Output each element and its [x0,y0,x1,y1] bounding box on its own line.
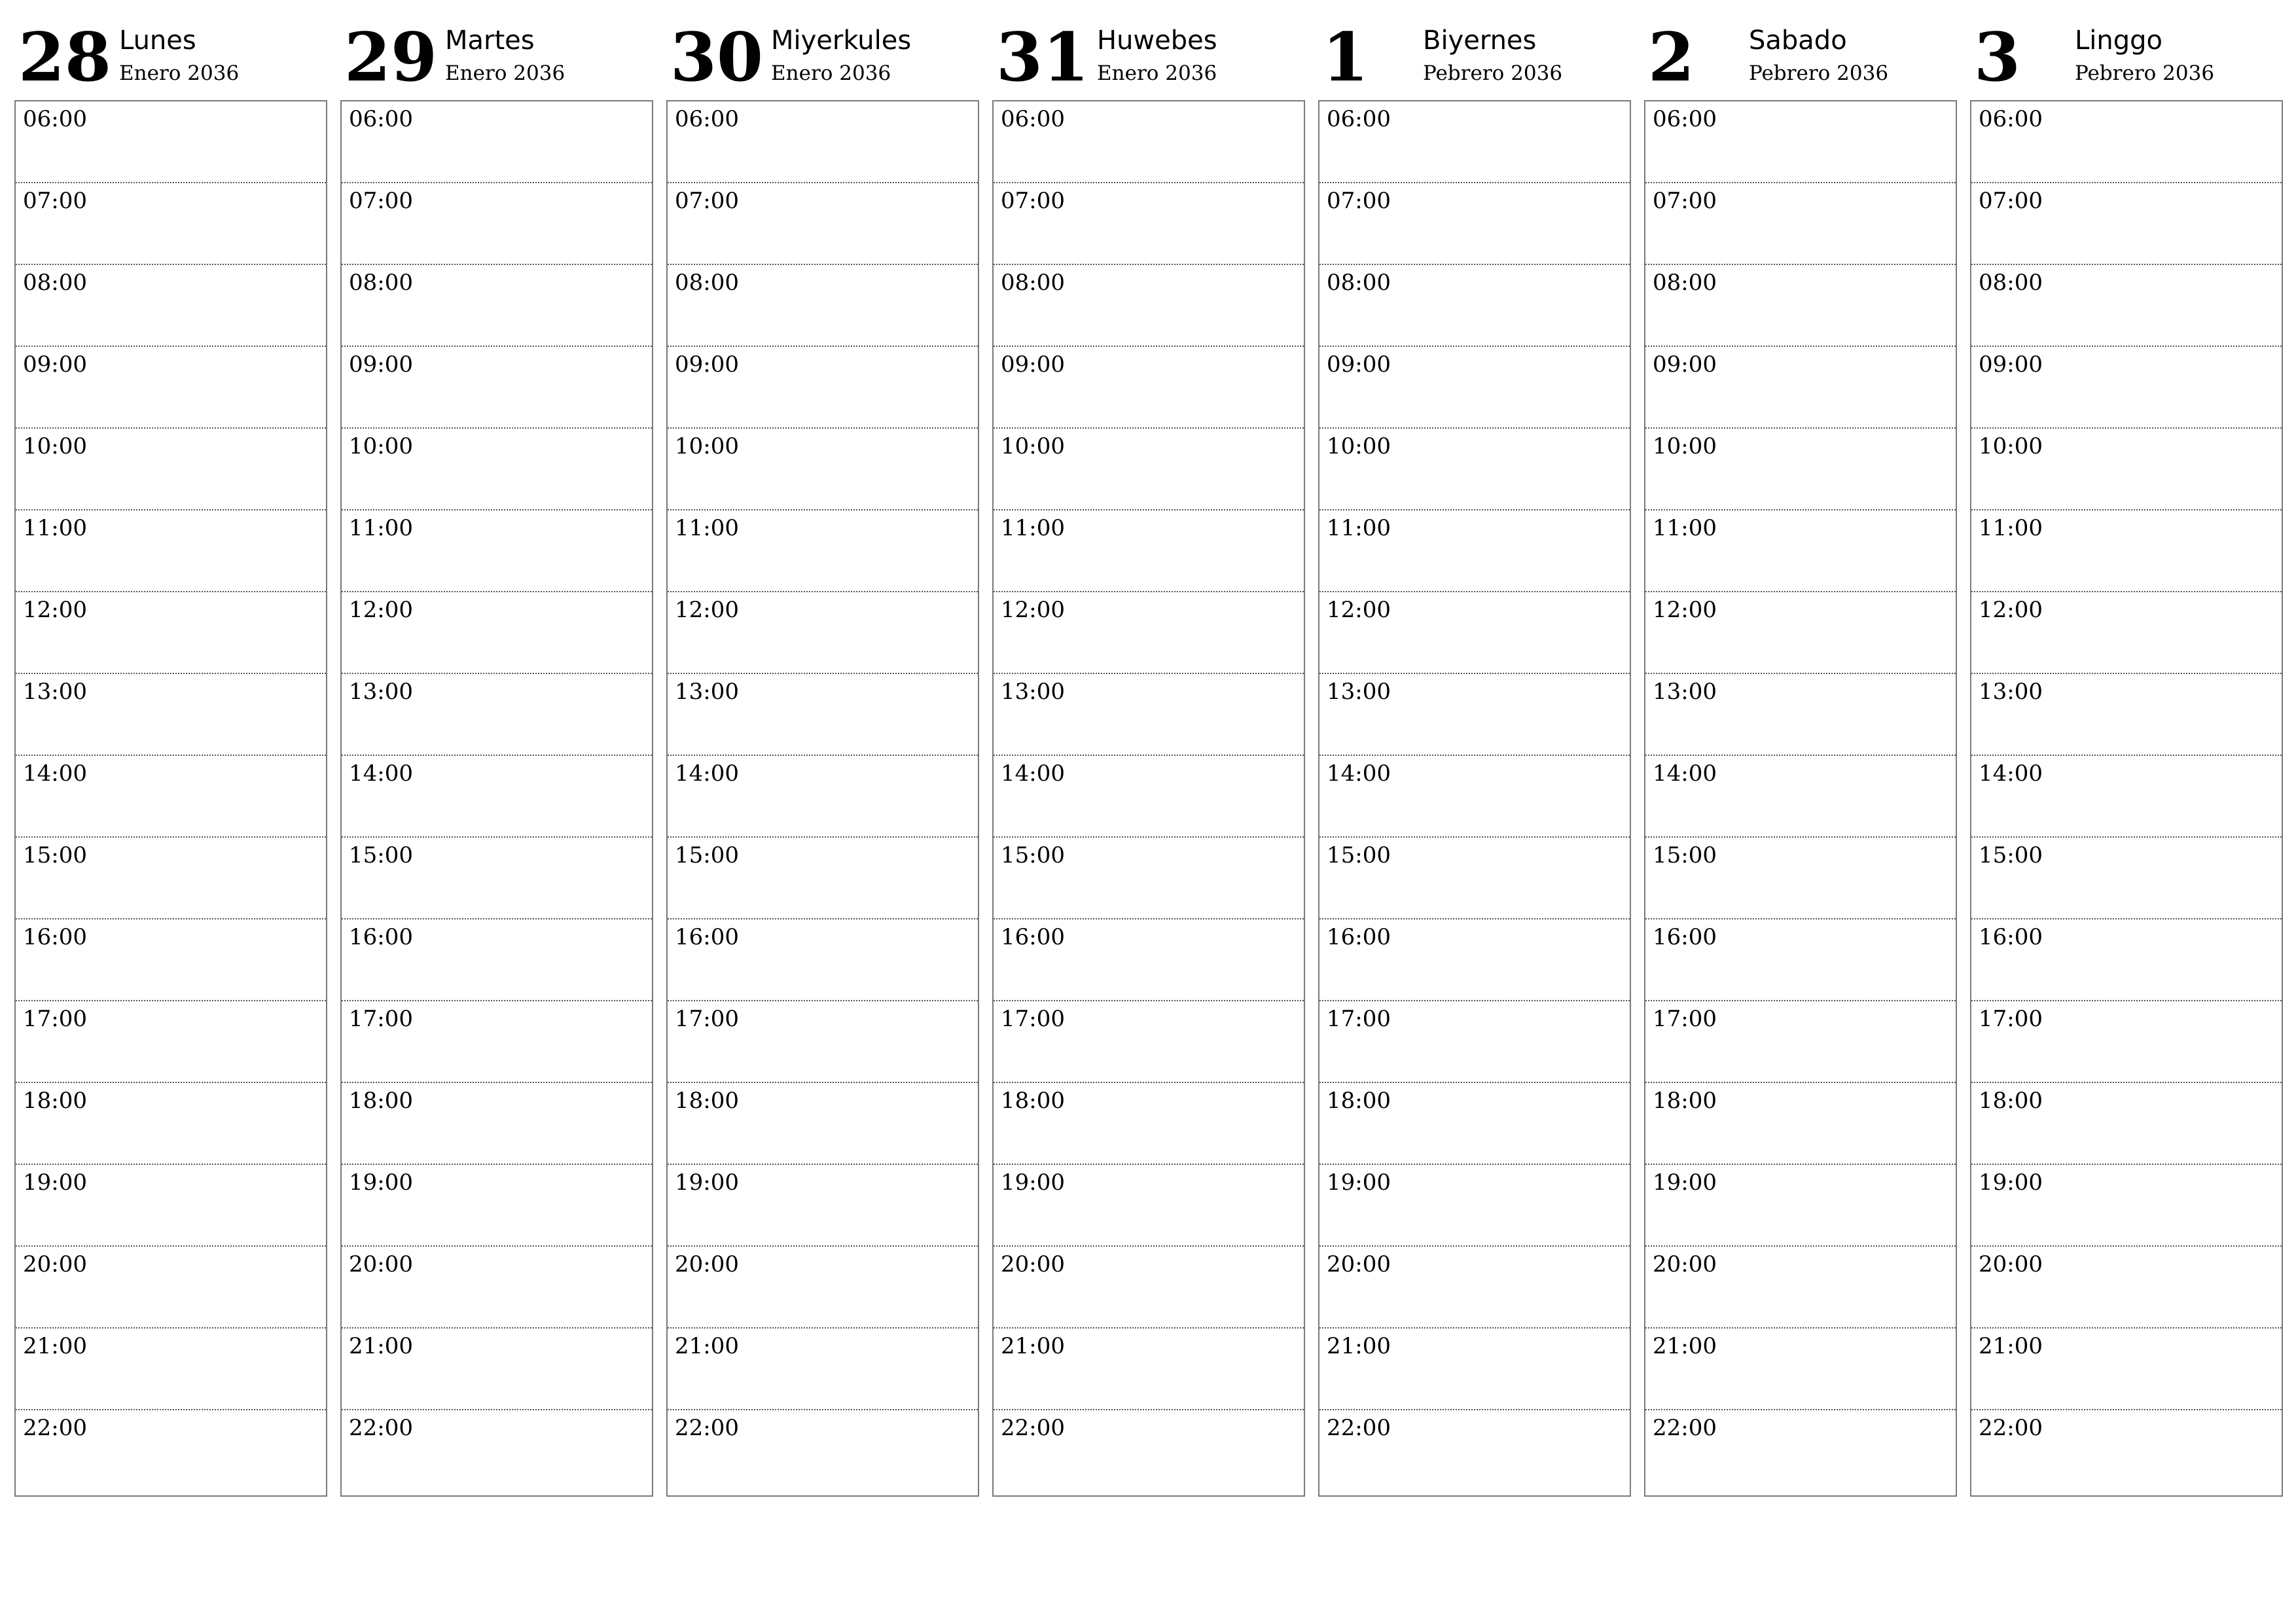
time-label: 20:00 [23,1251,87,1277]
time-label: 19:00 [1001,1169,1065,1196]
time-label: 21:00 [1653,1333,1717,1359]
time-slot[interactable] [1645,1247,1956,1329]
time-label: 06:00 [675,106,739,132]
time-slot[interactable] [1645,1083,1956,1165]
time-label: 06:00 [1001,106,1065,132]
time-label: 10:00 [349,433,413,459]
time-slot[interactable] [1319,510,1630,592]
time-label: 08:00 [1001,270,1065,296]
day-number: 29 [344,18,437,97]
time-label: 12:00 [23,597,87,623]
time-label: 11:00 [1979,515,2043,541]
time-label: 22:00 [349,1415,413,1441]
time-slot[interactable] [1645,265,1956,347]
schedule-box [340,100,653,1497]
time-label: 17:00 [1001,1006,1065,1032]
time-slot[interactable] [16,429,326,510]
day-number: 31 [996,18,1089,97]
time-label: 15:00 [675,842,739,868]
time-slot[interactable] [1319,429,1630,510]
time-slot[interactable] [342,510,652,592]
month-year: Pebrero 2036 [2075,62,2215,85]
time-label: 08:00 [23,270,87,296]
time-slot[interactable] [668,838,978,919]
weekday-name: Linggo [2075,26,2163,56]
time-label: 10:00 [675,433,739,459]
time-slot[interactable] [668,1001,978,1083]
day-number: 30 [670,18,763,97]
time-slot[interactable] [342,347,652,429]
time-label: 19:00 [1327,1169,1391,1196]
time-slot[interactable] [342,1165,652,1247]
time-slot[interactable] [668,1247,978,1329]
time-slot[interactable] [1319,1247,1630,1329]
time-label: 06:00 [1653,106,1717,132]
time-slot[interactable] [16,1083,326,1165]
time-slot[interactable] [668,1165,978,1247]
time-slot[interactable] [668,347,978,429]
time-label: 10:00 [23,433,87,459]
time-slot[interactable] [668,592,978,674]
time-slot[interactable] [1645,510,1956,592]
time-label: 08:00 [675,270,739,296]
time-label: 14:00 [23,760,87,787]
time-label: 17:00 [1327,1006,1391,1032]
time-slot[interactable] [16,347,326,429]
time-slot[interactable] [342,101,652,183]
time-label: 15:00 [1653,842,1717,868]
month-year: Enero 2036 [1097,62,1217,85]
time-slot[interactable] [16,1001,326,1083]
time-slot[interactable] [1319,1329,1630,1410]
time-label: 13:00 [1979,679,2043,705]
time-label: 13:00 [1653,679,1717,705]
time-slot[interactable] [1971,756,2282,838]
time-label: 11:00 [1327,515,1391,541]
time-slot[interactable] [1319,1165,1630,1247]
time-slot[interactable] [994,1329,1304,1410]
time-slot[interactable] [1645,183,1956,265]
time-label: 16:00 [675,924,739,950]
time-label: 19:00 [675,1169,739,1196]
time-slot[interactable] [668,510,978,592]
time-label: 07:00 [1001,188,1065,214]
time-slot[interactable] [1319,1410,1630,1492]
time-slot[interactable] [668,265,978,347]
weekday-name: Huwebes [1097,26,1217,56]
time-label: 09:00 [1979,351,2043,378]
time-label: 17:00 [1979,1006,2043,1032]
time-slot[interactable] [668,1083,978,1165]
day-header [992,0,1305,98]
time-label: 14:00 [1979,760,2043,787]
time-label: 19:00 [1979,1169,2043,1196]
time-slot[interactable] [1319,265,1630,347]
time-slot[interactable] [1319,674,1630,756]
time-slot[interactable] [16,1247,326,1329]
time-slot[interactable] [1971,265,2282,347]
time-label: 15:00 [1979,842,2043,868]
time-slot[interactable] [1971,1247,2282,1329]
time-slot[interactable] [1319,592,1630,674]
time-slot[interactable] [1645,756,1956,838]
time-label: 20:00 [1653,1251,1717,1277]
time-slot[interactable] [668,756,978,838]
time-slot[interactable] [1971,101,2282,183]
time-slot[interactable] [668,1329,978,1410]
time-slot[interactable] [1971,183,2282,265]
time-slot[interactable] [1971,1083,2282,1165]
month-year: Enero 2036 [119,62,240,85]
time-slot[interactable] [1319,1001,1630,1083]
time-label: 22:00 [1979,1415,2043,1441]
schedule-box [14,100,327,1497]
time-label: 18:00 [23,1088,87,1114]
time-slot[interactable] [342,838,652,919]
time-label: 10:00 [1653,433,1717,459]
time-label: 16:00 [23,924,87,950]
weekday-name: Lunes [119,26,196,56]
time-slot[interactable] [668,101,978,183]
time-slot[interactable] [342,1083,652,1165]
day-header [1970,0,2283,98]
time-slot[interactable] [994,101,1304,183]
time-slot[interactable] [1319,1083,1630,1165]
time-label: 12:00 [675,597,739,623]
time-label: 10:00 [1979,433,2043,459]
time-slot[interactable] [1645,919,1956,1001]
time-slot[interactable] [342,429,652,510]
time-label: 07:00 [1327,188,1391,214]
time-slot[interactable] [994,1165,1304,1247]
time-label: 22:00 [675,1415,739,1441]
time-slot[interactable] [994,183,1304,265]
time-slot[interactable] [1971,592,2282,674]
time-slot[interactable] [342,919,652,1001]
time-slot[interactable] [994,919,1304,1001]
time-slot[interactable] [1971,510,2282,592]
time-label: 14:00 [675,760,739,787]
time-slot[interactable] [16,1410,326,1492]
time-slot[interactable] [16,1329,326,1410]
time-label: 20:00 [349,1251,413,1277]
time-slot[interactable] [342,1329,652,1410]
time-slot[interactable] [1319,183,1630,265]
time-label: 18:00 [1653,1088,1717,1114]
time-label: 09:00 [1653,351,1717,378]
time-slot[interactable] [1319,919,1630,1001]
time-slot[interactable] [1971,1165,2282,1247]
time-label: 07:00 [1979,188,2043,214]
month-year: Pebrero 2036 [1749,62,1889,85]
time-slot[interactable] [1971,1410,2282,1492]
time-slot[interactable] [16,756,326,838]
time-slot[interactable] [668,919,978,1001]
time-slot[interactable] [668,674,978,756]
time-slot[interactable] [668,183,978,265]
time-slot[interactable] [1645,101,1956,183]
time-label: 07:00 [349,188,413,214]
weekday-name: Sabado [1749,26,1847,56]
time-slot[interactable] [1645,838,1956,919]
time-label: 11:00 [675,515,739,541]
time-slot[interactable] [994,429,1304,510]
day-number: 3 [1974,18,2020,97]
time-label: 16:00 [349,924,413,950]
time-label: 08:00 [1327,270,1391,296]
time-slot[interactable] [342,592,652,674]
time-label: 18:00 [1327,1088,1391,1114]
time-slot[interactable] [1971,674,2282,756]
time-label: 09:00 [349,351,413,378]
time-slot[interactable] [16,674,326,756]
time-slot[interactable] [994,1247,1304,1329]
time-label: 15:00 [23,842,87,868]
time-slot[interactable] [342,756,652,838]
time-label: 15:00 [349,842,413,868]
time-slot[interactable] [16,838,326,919]
time-label: 21:00 [1979,1333,2043,1359]
time-label: 11:00 [1001,515,1065,541]
time-label: 16:00 [1979,924,2043,950]
time-label: 16:00 [1653,924,1717,950]
time-slot[interactable] [1645,1329,1956,1410]
time-slot[interactable] [994,1083,1304,1165]
schedule-box [1970,100,2283,1497]
time-slot[interactable] [1645,592,1956,674]
time-label: 09:00 [23,351,87,378]
time-label: 13:00 [675,679,739,705]
time-slot[interactable] [994,838,1304,919]
time-label: 14:00 [349,760,413,787]
time-slot[interactable] [994,1001,1304,1083]
time-slot[interactable] [342,265,652,347]
time-label: 21:00 [1001,1333,1065,1359]
time-label: 07:00 [23,188,87,214]
time-label: 09:00 [1327,351,1391,378]
time-label: 18:00 [1979,1088,2043,1114]
time-label: 19:00 [349,1169,413,1196]
time-label: 12:00 [1327,597,1391,623]
time-slot[interactable] [342,1410,652,1492]
time-label: 11:00 [349,515,413,541]
weekday-name: Biyernes [1423,26,1537,56]
time-slot[interactable] [994,347,1304,429]
time-label: 12:00 [1653,597,1717,623]
time-label: 20:00 [1979,1251,2043,1277]
month-year: Pebrero 2036 [1423,62,1563,85]
time-label: 19:00 [23,1169,87,1196]
time-label: 10:00 [1327,433,1391,459]
time-label: 22:00 [1001,1415,1065,1441]
time-slot[interactable] [1645,347,1956,429]
time-slot[interactable] [668,429,978,510]
time-label: 09:00 [675,351,739,378]
time-slot[interactable] [1971,1001,2282,1083]
day-header [1318,0,1631,98]
weekday-name: Miyerkules [771,26,912,56]
time-slot[interactable] [1319,101,1630,183]
time-slot[interactable] [1645,674,1956,756]
day-number: 28 [18,18,111,97]
day-number: 2 [1648,18,1695,97]
time-label: 19:00 [1653,1169,1717,1196]
time-label: 08:00 [1979,270,2043,296]
time-label: 21:00 [675,1333,739,1359]
time-label: 22:00 [23,1415,87,1441]
time-slot[interactable] [342,1247,652,1329]
time-label: 13:00 [349,679,413,705]
time-slot[interactable] [1971,1329,2282,1410]
schedule-box [666,100,979,1497]
time-slot[interactable] [994,674,1304,756]
time-label: 14:00 [1327,760,1391,787]
time-slot[interactable] [1971,347,2282,429]
time-label: 15:00 [1001,842,1065,868]
time-label: 22:00 [1653,1415,1717,1441]
time-slot[interactable] [1971,919,2282,1001]
schedule-box [1644,100,1957,1497]
time-slot[interactable] [1645,1001,1956,1083]
time-label: 17:00 [675,1006,739,1032]
time-slot[interactable] [16,183,326,265]
time-slot[interactable] [16,1165,326,1247]
time-slot[interactable] [342,674,652,756]
time-label: 14:00 [1653,760,1717,787]
time-label: 12:00 [349,597,413,623]
time-label: 06:00 [1979,106,2043,132]
time-label: 06:00 [23,106,87,132]
time-slot[interactable] [342,183,652,265]
time-label: 17:00 [1653,1006,1717,1032]
time-slot[interactable] [1319,838,1630,919]
time-slot[interactable] [994,1410,1304,1492]
time-label: 17:00 [349,1006,413,1032]
time-slot[interactable] [994,265,1304,347]
schedule-box [992,100,1305,1497]
time-label: 06:00 [349,106,413,132]
time-label: 07:00 [1653,188,1717,214]
time-slot[interactable] [994,592,1304,674]
time-slot[interactable] [1645,1165,1956,1247]
time-label: 20:00 [675,1251,739,1277]
time-label: 08:00 [349,270,413,296]
time-label: 18:00 [349,1088,413,1114]
time-slot[interactable] [1971,838,2282,919]
time-slot[interactable] [994,756,1304,838]
time-label: 15:00 [1327,842,1391,868]
time-label: 13:00 [1327,679,1391,705]
time-slot[interactable] [16,592,326,674]
time-label: 20:00 [1001,1251,1065,1277]
month-year: Enero 2036 [771,62,891,85]
time-slot[interactable] [16,919,326,1001]
time-slot[interactable] [1645,429,1956,510]
time-slot[interactable] [1645,1410,1956,1492]
time-label: 12:00 [1979,597,2043,623]
month-year: Enero 2036 [445,62,565,85]
time-slot[interactable] [1319,756,1630,838]
time-label: 14:00 [1001,760,1065,787]
time-label: 17:00 [23,1006,87,1032]
time-label: 21:00 [349,1333,413,1359]
time-label: 09:00 [1001,351,1065,378]
time-label: 06:00 [1327,106,1391,132]
time-label: 16:00 [1327,924,1391,950]
time-label: 12:00 [1001,597,1065,623]
time-slot[interactable] [994,510,1304,592]
time-slot[interactable] [16,101,326,183]
time-label: 11:00 [23,515,87,541]
day-header [340,0,653,98]
time-label: 16:00 [1001,924,1065,950]
schedule-box [1318,100,1631,1497]
time-label: 20:00 [1327,1251,1391,1277]
day-number: 1 [1322,18,1369,97]
time-label: 21:00 [23,1333,87,1359]
time-label: 22:00 [1327,1415,1391,1441]
day-header [666,0,979,98]
day-header [1644,0,1957,98]
time-slot[interactable] [668,1410,978,1492]
time-slot[interactable] [16,510,326,592]
time-label: 08:00 [1653,270,1717,296]
time-label: 13:00 [1001,679,1065,705]
time-label: 13:00 [23,679,87,705]
time-slot[interactable] [342,1001,652,1083]
time-label: 11:00 [1653,515,1717,541]
time-label: 21:00 [1327,1333,1391,1359]
day-header [14,0,327,98]
time-label: 07:00 [675,188,739,214]
time-slot[interactable] [16,265,326,347]
time-label: 18:00 [1001,1088,1065,1114]
time-label: 10:00 [1001,433,1065,459]
time-slot[interactable] [1971,429,2282,510]
weekday-name: Martes [445,26,535,56]
time-label: 18:00 [675,1088,739,1114]
time-slot[interactable] [1319,347,1630,429]
